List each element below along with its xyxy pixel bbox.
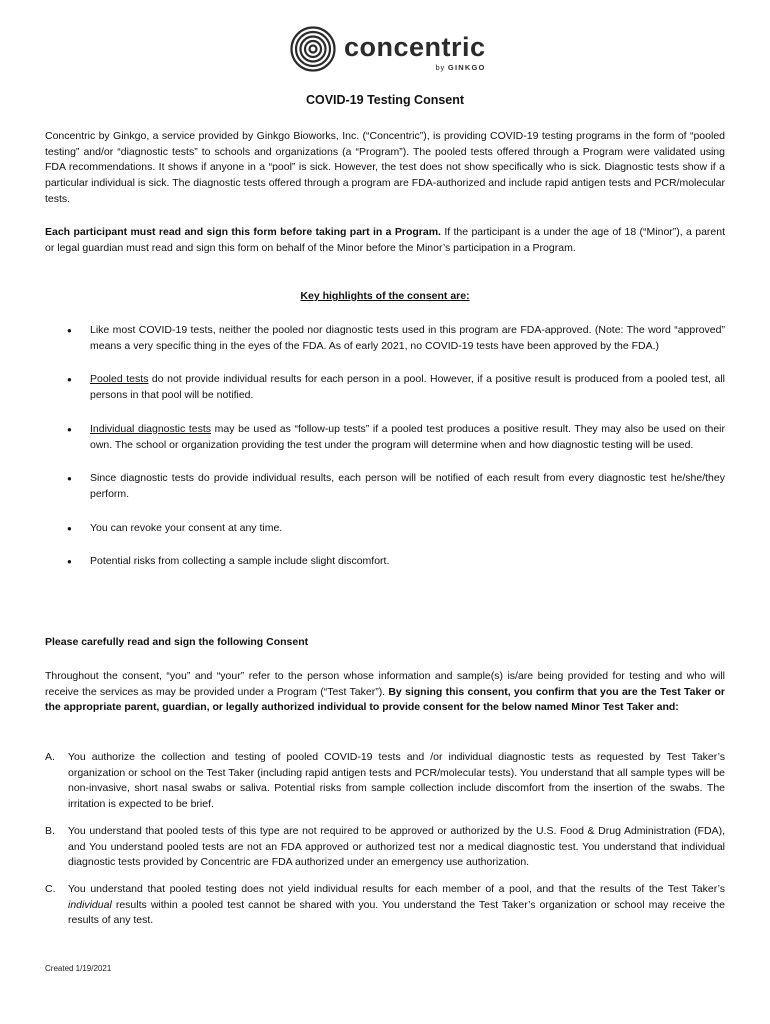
list-item: ● Pooled tests do not provide individual results for each person in a pool. However, if a positive result is produced from a pooled test, all persons in that pool will be notified.: [45, 372, 725, 403]
concentric-circles-icon: [290, 26, 336, 72]
list-item: ● Like most COVID-19 tests, neither the pooled nor diagnostic tests used in this program are FDA-approved. (Note: The word “approved” means a very specific thing in the eyes of the FDA. As of early 2021, no COVID-19 tests have been approved by the FDA.): [45, 323, 725, 354]
participant-requirement-bold: Each participant must read and sign this form before taking part in a Program.: [45, 226, 441, 238]
document-title: COVID-19 Testing Consent: [305, 93, 465, 107]
consent-confirmation-bold: By signing this consent, you confirm that you are the Test Taker or the appropriate parent, guardian, or legally authorized individual to provide consent for the below named Minor Test Taker and:: [45, 685, 725, 714]
logo-wordmark: concentric: [344, 32, 486, 62]
highlights-heading: Key highlights of the consent are:: [300, 290, 470, 302]
consent-intro-paragraph: Throughout the consent, “you” and “your” refer to the person whose information and sample(s) is/are being provided for testing and who will receive the services as may be provided under a Program (“Test Taker”). By signing this consent, you confirm that you are the Test Taker or the appropriate parent, guardian, or legally authorized individual to provide consent for the below named Minor Test Taker and:: [45, 670, 725, 714]
logo-byline: by GINKGO: [435, 63, 486, 72]
concentric-logo: [290, 26, 490, 78]
diagnostic-tests-term: Individual diagnostic tests: [90, 422, 212, 435]
created-date-footer: Created 1/19/2021: [45, 964, 112, 973]
participant-paragraph: [45, 225, 725, 256]
highlights-list: [45, 323, 725, 588]
consent-item-c: C. You understand that pooled testing does not yield individual results for each member of a pool, and that the results of the Test Taker’s individual results within a pooled test cannot be shared with you. You understand the Test Taker’s organization or school may receive the results of any test.: [45, 882, 725, 927]
participant-requirement-rest: If the participant is a under the age of 18 (“Minor”), a parent or legal guardian must read and sign this form on behalf of the Minor before the Minor’s participation in a Program.: [45, 226, 726, 254]
consent-items-list: [45, 750, 725, 940]
intro-paragraph: Concentric by Ginkgo, a service provided by Ginkgo Bioworks, Inc. (“Concentric”), is providing COVID-19 testing programs in the form of “pooled testing” and/or “diagnostic tests” to schools and organizations (a “Program”). The pooled tests offered through a Program were validated using FDA recommendations. It shows if anyone in a “pool” is sick. However, the test does not show specifically who is sick. Diagnostic tests show if a particular individual is sick. The diagnostic tests offered through a program are FDA-authorized and include rapid antigen tests and PCR/molecular tests.: [45, 130, 725, 205]
consent-heading: Please carefully read and sign the following Consent: [45, 636, 309, 648]
list-item: ● Since diagnostic tests do provide individual results, each person will be notified of each result from every diagnostic test he/she/they perform.: [45, 471, 725, 502]
pooled-tests-term: Pooled tests: [90, 373, 149, 386]
list-item: ● You can revoke your consent at any time.: [45, 521, 725, 537]
consent-item-b: B. You understand that pooled tests of this type are not required to be approved or authorized by the U.S. Food & Drug Administration (FDA), and You understand pooled tests are not an FDA approved or authorized test nor a medical diagnostic test. You understand that individual diagnostic tests provided by Concentric are FDA authorized under an emergency use authorization.: [45, 824, 725, 869]
consent-item-a: A. You authorize the collection and testing of pooled COVID-19 tests and /or individual diagnostic tests as requested by Test Taker’s organization or school on the Test Taker (including rapid antigen tests and PCR/molecular tests). You understand that all sample types will be non-invasive, short nasal swabs or saliva. Potential risks from sample collection include discomfort from the insertion of the swabs. The irritation is expected to be brief.: [45, 751, 725, 811]
list-item: ● Individual diagnostic tests may be used as “follow-up tests” if a pooled test produces a positive result. They may also be used on their own. The school or organization providing the test under the program will determine when and how diagnostic testing will be used.: [45, 422, 725, 453]
list-item: ● Potential risks from collecting a sample include slight discomfort.: [45, 554, 725, 570]
